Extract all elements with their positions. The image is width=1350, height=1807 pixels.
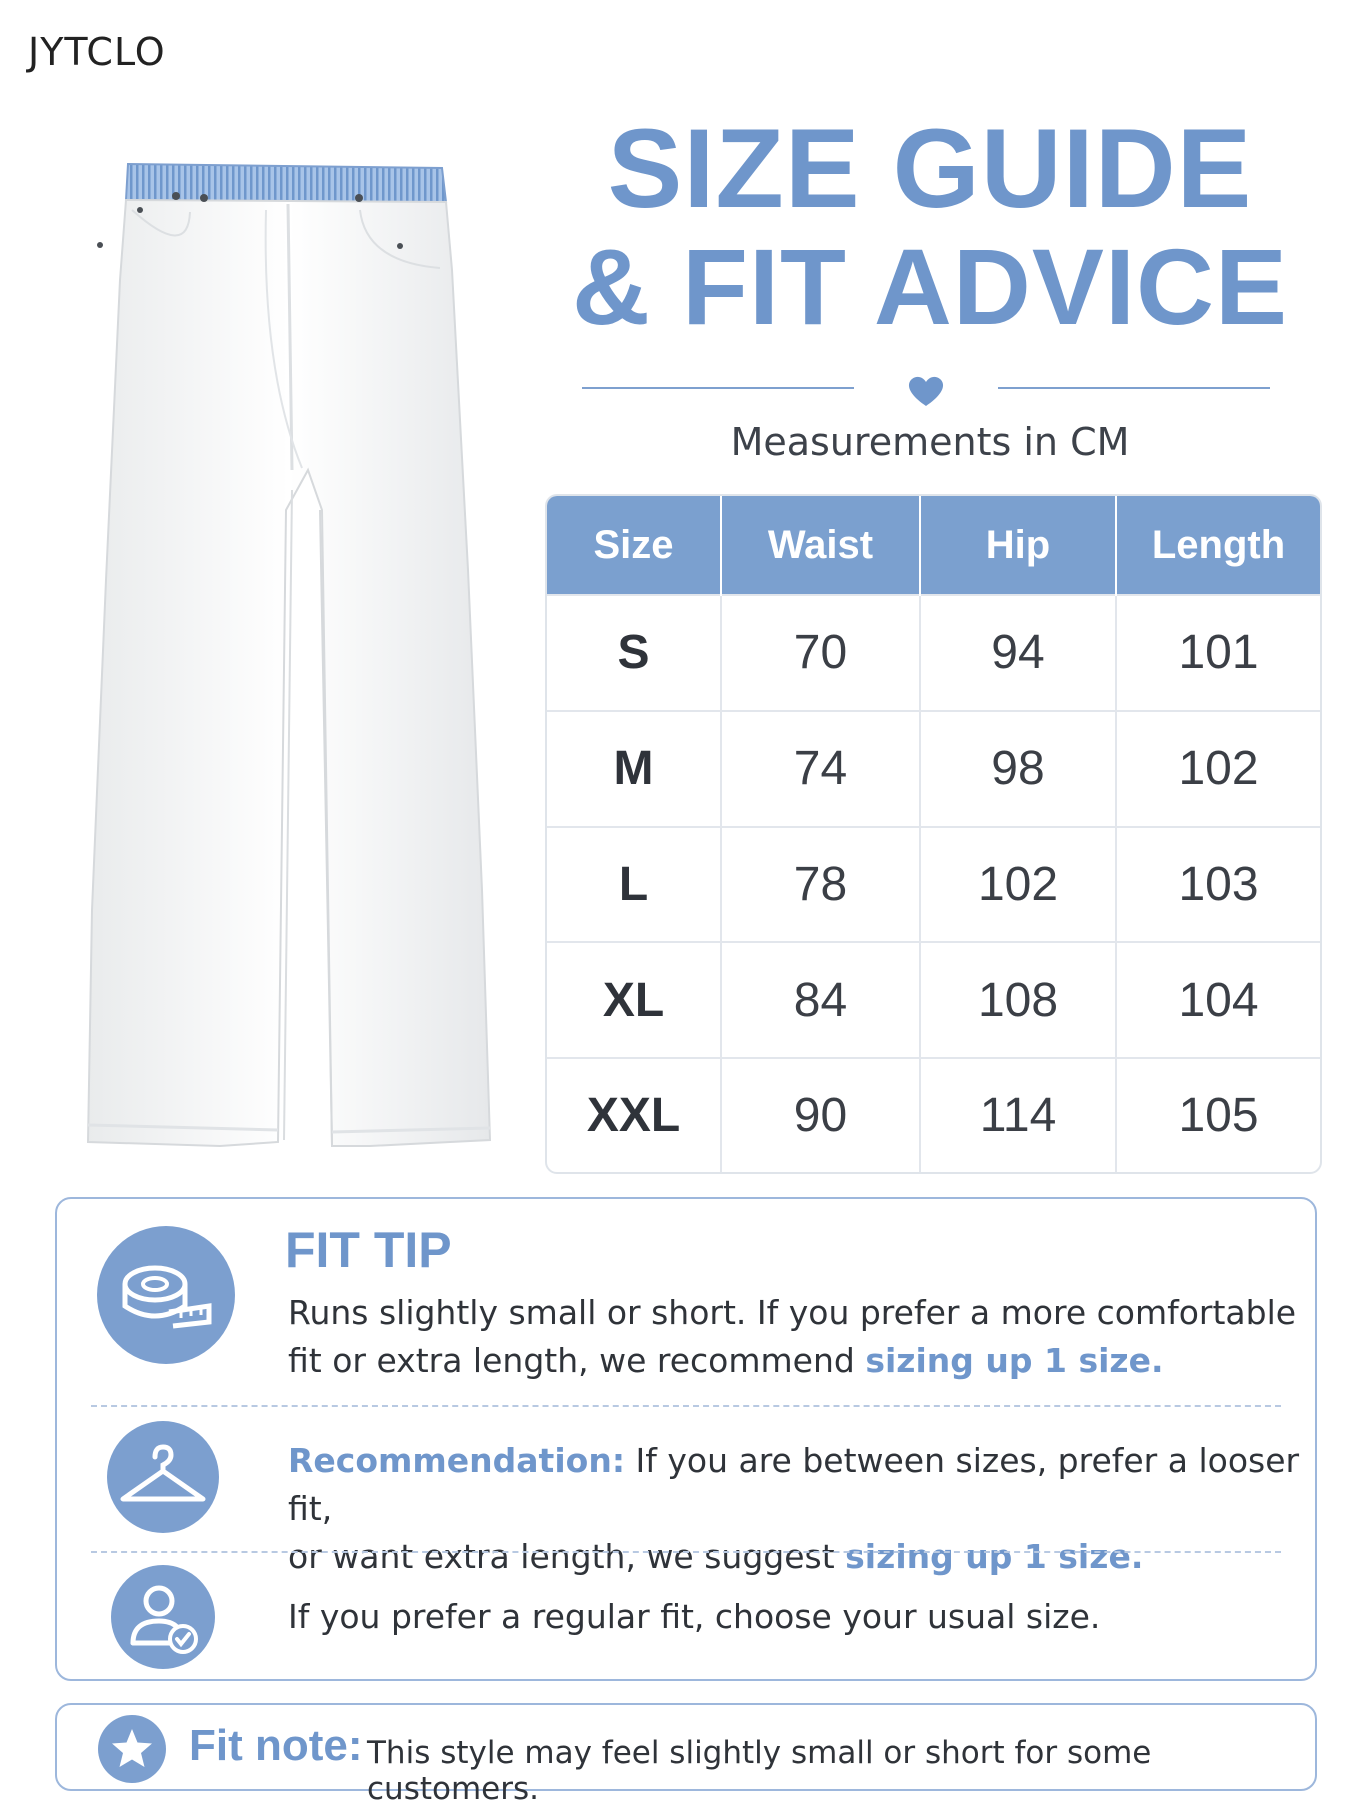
recommendation-line-1 <box>288 1437 1315 1533</box>
hip-cell: 114 <box>920 1058 1116 1172</box>
hip-cell: 98 <box>920 711 1116 827</box>
length-cell: 103 <box>1116 827 1320 943</box>
measurement-unit-note: Measurements in CM <box>730 420 1130 464</box>
hip-cell: 108 <box>920 942 1116 1058</box>
table-row <box>547 595 1320 711</box>
user-check-icon <box>111 1565 215 1669</box>
size-cell: XXL <box>547 1058 721 1172</box>
waist-cell: 84 <box>721 942 920 1058</box>
waist-cell: 90 <box>721 1058 920 1172</box>
recommendation-line-2-text: or want extra length, we suggest <box>288 1537 846 1576</box>
regular-fit-text: If you prefer a regular fit, choose your usual size. <box>288 1597 1101 1636</box>
fit-tip-line-1: Runs slightly small or short. If you prefer a more comfortable <box>288 1293 1297 1332</box>
recommendation-highlight: sizing up 1 size. <box>845 1537 1144 1576</box>
hip-cell: 94 <box>920 595 1116 711</box>
product-image-wide-leg-jeans <box>70 150 530 1150</box>
header-size: Size <box>547 496 721 595</box>
size-cell: L <box>547 827 721 943</box>
length-cell: 105 <box>1116 1058 1320 1172</box>
page-title <box>560 106 1300 348</box>
table-header-row <box>547 496 1320 595</box>
length-cell: 101 <box>1116 595 1320 711</box>
table-row <box>547 711 1320 827</box>
regular-fit-section <box>57 1553 1315 1681</box>
hip-cell: 102 <box>920 827 1116 943</box>
waist-cell: 74 <box>721 711 920 827</box>
header-hip: Hip <box>920 496 1116 595</box>
length-cell: 104 <box>1116 942 1320 1058</box>
title-line-1: SIZE GUIDE <box>607 106 1253 231</box>
fit-tip-section <box>57 1199 1315 1404</box>
header-waist: Waist <box>721 496 920 595</box>
length-cell: 102 <box>1116 711 1320 827</box>
tape-measure-icon <box>97 1226 235 1364</box>
size-cell: M <box>547 711 721 827</box>
divider-line-right <box>998 387 1270 389</box>
header-length: Length <box>1116 496 1320 595</box>
fit-note-text: This style may feel slightly small or short for some customers. <box>367 1735 1152 1807</box>
waist-cell: 70 <box>721 595 920 711</box>
recommendation-line-1-text: If you are between sizes, prefer a looser fit, <box>288 1441 1300 1528</box>
star-icon <box>98 1715 166 1783</box>
heart-icon <box>894 370 958 410</box>
size-cell: XL <box>547 942 721 1058</box>
size-cell: S <box>547 595 721 711</box>
divider-line-left <box>582 387 854 389</box>
size-table <box>545 494 1322 1174</box>
fit-tip-title: FIT TIP <box>285 1222 452 1278</box>
title-divider <box>582 370 1270 410</box>
fit-tip-line-2 <box>288 1337 1296 1385</box>
fit-note-label: Fit note: <box>189 1721 363 1770</box>
brand-logo: JYTCLO <box>28 30 166 74</box>
fit-tip-text <box>288 1289 1296 1385</box>
hanger-icon <box>107 1421 219 1533</box>
table-row <box>547 1058 1320 1172</box>
table-row <box>547 942 1320 1058</box>
recommendation-label: Recommendation: <box>288 1441 626 1480</box>
size-chart-table <box>547 496 1320 1172</box>
waist-cell: 78 <box>721 827 920 943</box>
fit-advice-panel <box>55 1197 1317 1681</box>
table-row <box>547 827 1320 943</box>
fit-tip-highlight: sizing up 1 size. <box>865 1341 1164 1380</box>
title-line-2: & FIT ADVICE <box>571 226 1288 348</box>
fit-note-bar <box>55 1703 1317 1807</box>
recommendation-section <box>57 1407 1315 1576</box>
fit-tip-line-2-text: fit or extra length, we recommend <box>288 1341 866 1380</box>
